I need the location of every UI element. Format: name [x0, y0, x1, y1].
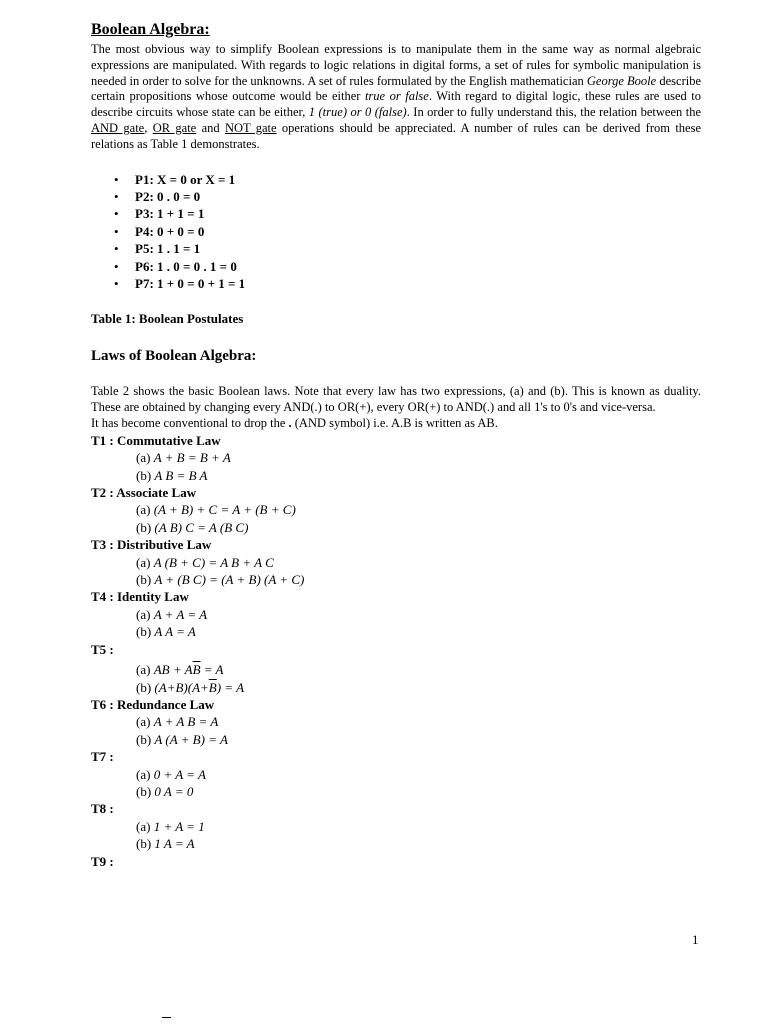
list-item — [114, 275, 701, 292]
label-a: (a) — [136, 606, 154, 622]
laws-intro-text: shows the basic Boolean laws. Note that every law has two expressions, (a) and (b). This is known as — [129, 384, 664, 399]
expression: A B = B A — [154, 467, 208, 483]
expression: A + B = B + A — [153, 450, 231, 466]
law-heading: T2 : Associate Law — [91, 485, 197, 501]
postulate-text: P6: 1 . 0 = 0 . 1 = 0 — [135, 258, 237, 274]
or-gate-link[interactable]: OR gate — [152, 120, 197, 135]
label-a: (a) — [136, 766, 154, 782]
expression: 0 + A = A — [153, 766, 206, 782]
law-expression-b — [91, 783, 701, 800]
list-item — [114, 205, 701, 222]
list-item — [114, 171, 701, 188]
law-expression-b — [91, 571, 701, 588]
bullet-icon: • — [114, 258, 119, 274]
law-expression-b — [91, 731, 701, 748]
laws-note — [91, 416, 701, 432]
expression: A + A B = A — [153, 714, 219, 730]
postulate-text: P1: X = 0 or X = 1 — [135, 171, 236, 187]
bullet-icon: • — [114, 223, 119, 239]
label-a: (a) — [136, 662, 154, 678]
bullet-icon: • — [114, 188, 119, 204]
intro-text: operations should be appreciated. A number of rules can be derived from these relations as Table 1 demonstrates. — [91, 120, 701, 151]
law-heading: T9 : — [91, 853, 114, 869]
law-expression-b — [91, 835, 701, 852]
and-dot: . — [288, 416, 292, 431]
law-expression-a — [91, 713, 701, 730]
expression: A + A = A — [153, 606, 208, 622]
table-caption: Table 1: Boolean Postulates — [91, 311, 244, 327]
law-expression-a — [91, 661, 701, 678]
label-b: (b) — [136, 467, 155, 483]
law-expression-a — [91, 818, 701, 835]
laws-intro-paragraph — [91, 384, 701, 416]
law-expression-a — [91, 554, 701, 571]
intro-text: . In order to fully understand this, the relation between the — [406, 105, 702, 120]
intro-text: . With regard to digital logic, these rules are used to describe circuits whose state can be either, — [91, 89, 701, 120]
law-expression-a — [91, 449, 701, 466]
duality-term: duality — [663, 384, 698, 399]
label-b: (b) — [136, 836, 155, 852]
law-heading: T6 : Redundance Law — [91, 696, 215, 712]
list-item — [114, 223, 701, 240]
label-b: (b) — [136, 624, 155, 640]
list-item — [114, 188, 701, 205]
bullet-icon: • — [114, 241, 119, 257]
label-a: (a) — [136, 714, 154, 730]
expression-part: = A — [200, 662, 224, 678]
intro-text: and — [196, 120, 225, 135]
label-b: (b) — [136, 519, 155, 535]
bullet-icon: • — [114, 206, 119, 222]
intro-name: George Boole — [586, 73, 657, 88]
label-b: (b) — [136, 572, 155, 588]
intro-text: describe certain propositions whose outcome would be either — [91, 73, 701, 104]
page-artifact-line — [162, 1017, 171, 1018]
label-a: (a) — [136, 818, 154, 834]
law-heading: T4 : Identity Law — [91, 589, 189, 605]
expression: (A + B) + C = A + (B + C) — [153, 502, 296, 518]
label-a: (a) — [136, 450, 154, 466]
expression: A (B + C) = A B + A C — [153, 554, 274, 570]
law-heading: T8 : — [91, 801, 114, 817]
not-gate-link[interactable]: NOT gate — [224, 120, 277, 135]
table-2-link[interactable]: Table 2 — [91, 384, 130, 399]
list-item — [114, 240, 701, 257]
law-expression-b — [91, 519, 701, 536]
negated-term: $\overline{B}$ — [208, 679, 217, 695]
expression: 0 A = 0 — [154, 783, 194, 799]
document-page — [91, 20, 701, 870]
expression — [154, 680, 244, 695]
label-b: (b) — [136, 679, 155, 695]
intro-true-false: true or false — [364, 89, 429, 104]
law-heading: T1 : Commutative Law — [91, 432, 221, 448]
page-title: Boolean Algebra: — [91, 21, 210, 38]
label-a: (a) — [136, 554, 154, 570]
expression-part: (A+B)(A+ — [154, 679, 209, 695]
laws-intro-text: . These are obtained by changing every AND(.) to OR(+), every OR(+) to AND(.) and all 1's to 0's and vice-versa. — [91, 384, 701, 415]
and-gate-link[interactable]: AND gate — [91, 120, 145, 135]
postulate-text: P4: 0 + 0 = 0 — [135, 223, 205, 239]
bullet-icon: • — [114, 171, 119, 187]
law-heading: T5 : — [91, 641, 114, 657]
postulate-text: P2: 0 . 0 = 0 — [135, 188, 201, 204]
expression: A + (B C) = (A + B) (A + C) — [154, 572, 305, 588]
expression: (A B) C = A (B C) — [154, 519, 249, 535]
expression-part: AB + A — [153, 662, 193, 678]
postulate-text: P7: 1 + 0 = 0 + 1 = 1 — [135, 276, 246, 292]
law-expression-a — [91, 606, 701, 623]
page-number: 1 — [692, 932, 699, 947]
postulate-text: P5: 1 . 1 = 1 — [135, 241, 201, 257]
law-expression-b — [91, 679, 701, 696]
section-heading: Laws of Boolean Algebra: — [91, 348, 257, 365]
expression: A A = A — [154, 624, 196, 640]
list-item — [114, 258, 701, 275]
laws-note-text: It has become conventional to drop the — [91, 416, 289, 431]
law-expression-b — [91, 623, 701, 640]
law-expression-b — [91, 467, 701, 484]
law-expression-a — [91, 501, 701, 518]
label-a: (a) — [136, 502, 154, 518]
law-heading: T7 : — [91, 749, 114, 765]
laws-list — [91, 432, 701, 870]
expression: 1 + A = 1 — [153, 818, 205, 834]
intro-paragraph — [91, 42, 701, 153]
intro-text: The most obvious way to simplify Boolean expressions is to manipulate them in the same way as normal algebraic expressions are manipulated. With regards to logic relations in digital forms, a set of rules for symbolic manipulation is needed in order to solve for the unknowns. A set of rules formulated by the English mathematician — [91, 42, 701, 88]
intro-text: , — [144, 120, 153, 135]
bullet-icon: • — [114, 276, 119, 292]
law-expression-a — [91, 766, 701, 783]
postulates-list — [91, 171, 701, 293]
intro-states: 1 (true) or 0 (false) — [308, 105, 407, 120]
expression — [154, 662, 224, 677]
label-b: (b) — [136, 783, 155, 799]
label-b: (b) — [136, 731, 155, 747]
postulate-text: P3: 1 + 1 = 1 — [135, 206, 205, 222]
laws-note-text: (AND symbol) i.e. A.B is written as AB. — [291, 416, 498, 431]
expression: A (A + B) = A — [154, 731, 228, 747]
law-heading: T3 : Distributive Law — [91, 537, 212, 553]
negated-term: $\overline{B}$ — [192, 662, 201, 678]
expression: 1 A = A — [154, 836, 195, 852]
expression-part: ) = A — [216, 679, 245, 695]
